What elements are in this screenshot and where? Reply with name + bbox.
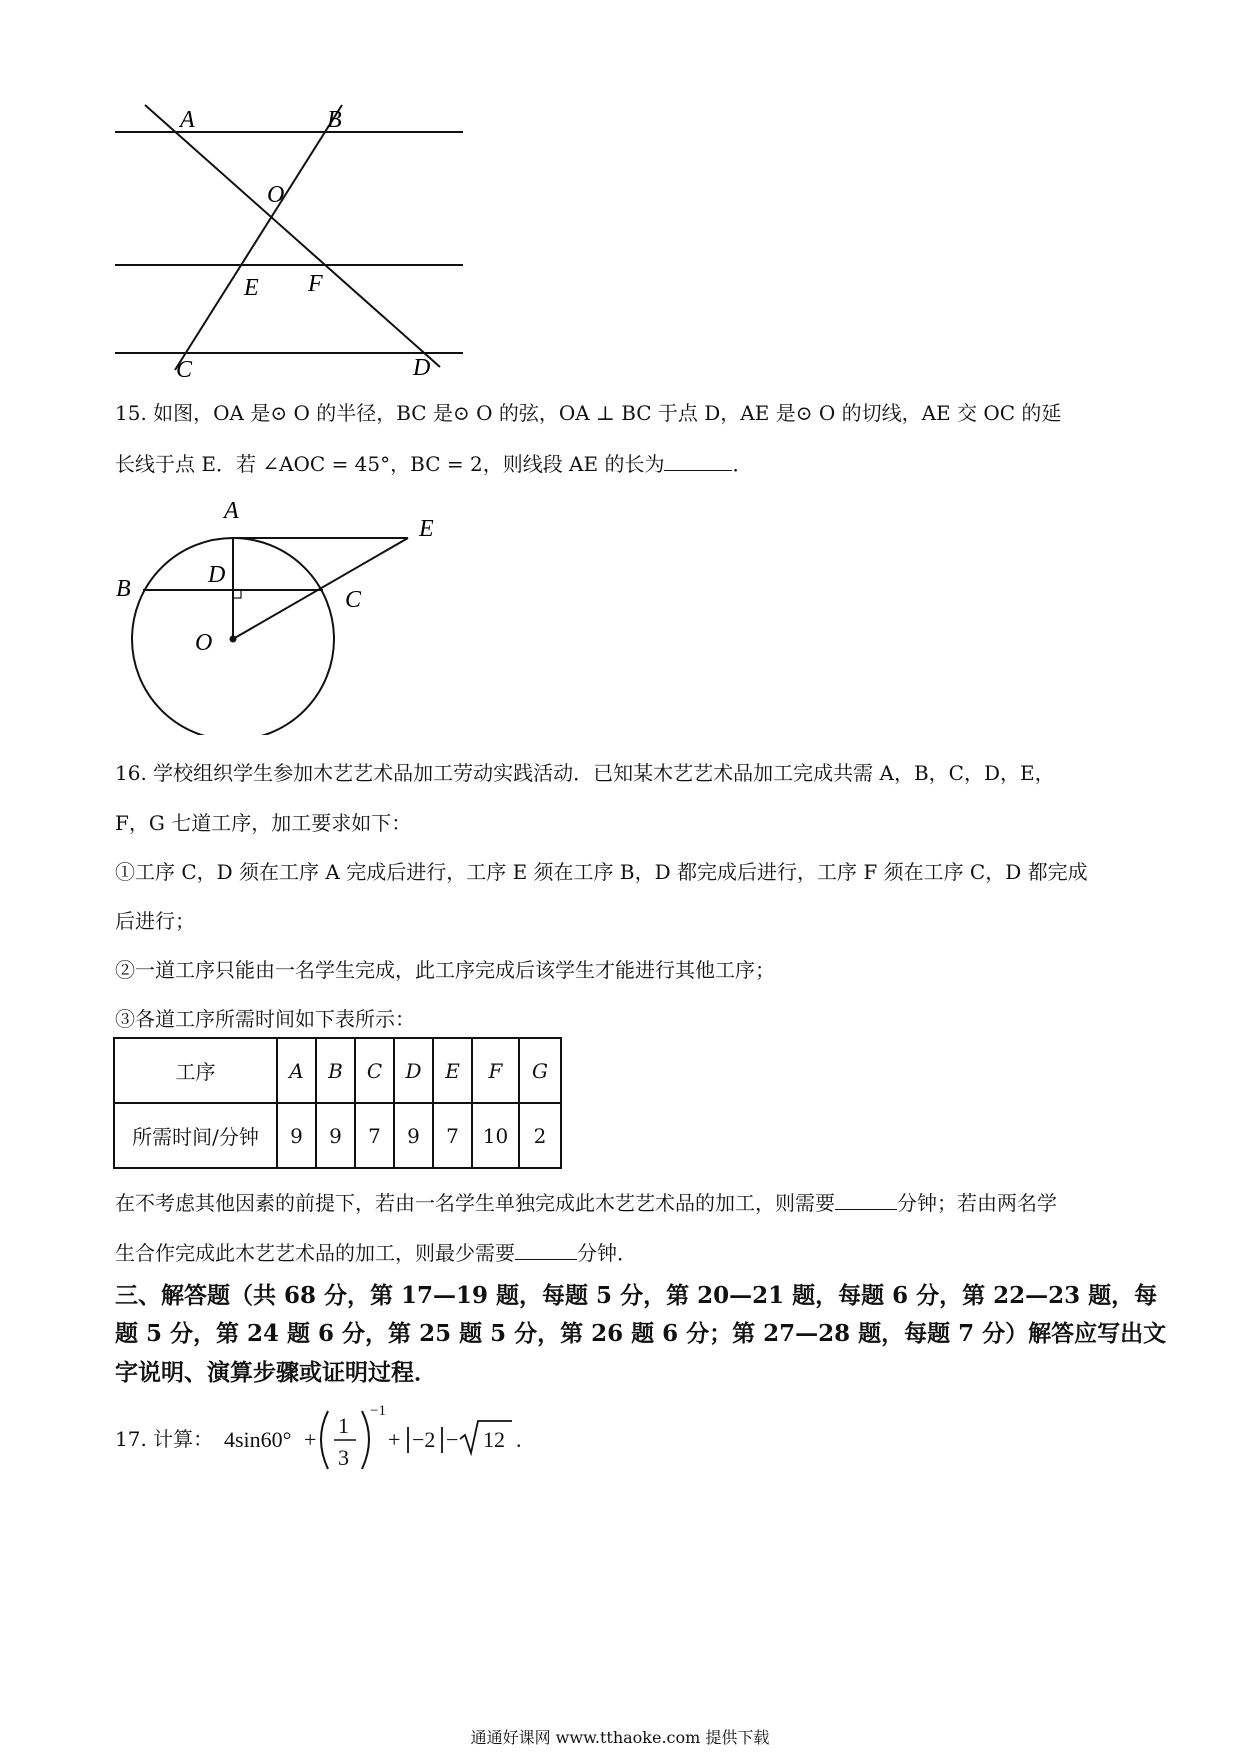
table-cell: F — [472, 1038, 519, 1103]
label-E: E — [419, 516, 434, 542]
q16-after-line2: 生合作完成此木艺艺术品的加工，则最少需要 分钟． — [115, 1241, 637, 1265]
label-F: F — [308, 271, 323, 297]
table-header-cell: 所需时间/分钟 — [114, 1103, 277, 1168]
answer-blank — [664, 452, 732, 471]
label-B: B — [327, 107, 342, 133]
svg-text:+: + — [304, 1427, 317, 1452]
answer-blank — [515, 1241, 577, 1260]
table-cell: 7 — [355, 1103, 394, 1168]
label-A: A — [180, 107, 195, 133]
table-cell: A — [277, 1038, 316, 1103]
table-cell: D — [394, 1038, 433, 1103]
table-header-cell: 工序 — [114, 1038, 277, 1103]
page-footer: 通通好课网 www.tthaoke.com 提供下载 — [470, 1728, 770, 1747]
process-time-table — [113, 1037, 562, 1169]
fraction-numerator: 1 — [338, 1413, 349, 1438]
label-D: D — [208, 562, 226, 588]
table-cell: 7 — [433, 1103, 472, 1168]
table-cell: 9 — [316, 1103, 355, 1168]
abs-value: −2 — [412, 1427, 436, 1452]
q16-line5: ②一道工序只能由一名学生完成，此工序完成后该学生才能进行其他工序； — [115, 958, 775, 982]
svg-text:−: − — [446, 1427, 459, 1452]
table-cell: 9 — [394, 1103, 433, 1168]
table-cell: 10 — [472, 1103, 519, 1168]
section3-line1: 三、解答题（共 68 分，第 17—19 题，每题 5 分，第 20—21 题，每题 6 分，第 22—23 题，每 — [115, 1282, 1158, 1309]
label-D: D — [413, 355, 431, 381]
label-O: O — [267, 182, 285, 208]
svg-text:+: + — [388, 1427, 401, 1452]
label-C: C — [176, 357, 193, 383]
table-cell: G — [519, 1038, 561, 1103]
q16-line6: ③各道工序所需时间如下表所示： — [115, 1007, 415, 1031]
label-E: E — [244, 275, 259, 301]
table-row — [114, 1038, 561, 1103]
q15-line1: 15. 如图，OA 是⊙ O 的半径，BC 是⊙ O 的弦，OA ⊥ BC 于点 D，AE 是⊙ O 的切线，AE 交 OC 的延 — [115, 401, 1062, 425]
section3-line2: 题 5 分，第 24 题 6 分，第 25 题 5 分，第 26 题 6 分；第 27—28 题，每题 7 分）解答应写出文 — [115, 1320, 1167, 1347]
table-row — [114, 1103, 561, 1168]
formula-term-sin: 4sin60° — [224, 1427, 292, 1452]
table-cell: 2 — [519, 1103, 561, 1168]
label-B: B — [116, 576, 131, 602]
table-cell: 9 — [277, 1103, 316, 1168]
table-cell: C — [355, 1038, 394, 1103]
exponent: −1 — [370, 1403, 386, 1419]
svg-text:.: . — [516, 1427, 522, 1452]
q16-line3: ①工序 C，D 须在工序 A 完成后进行，工序 E 须在工序 B，D 都完成后进行，工序 F 须在工序 C，D 都完成 — [115, 860, 1088, 884]
q17-prefix: 17. 计算： — [115, 1427, 214, 1451]
q17-formula — [220, 1395, 540, 1485]
q16-after-line1: 在不考虑其他因素的前提下，若由一名学生单独完成此木艺艺术品的加工，则需要 分钟；若由两名学 — [115, 1191, 1057, 1215]
q15-line2: 长线于点 E．若 ∠AOC = 45°，BC = 2，则线段 AE 的长为 ． — [115, 452, 753, 476]
q16-line2: F，G 七道工序，加工要求如下： — [115, 811, 412, 835]
section3-line3: 字说明、演算步骤或证明过程． — [115, 1359, 437, 1386]
table-cell: B — [316, 1038, 355, 1103]
figure-circle-tangent — [100, 490, 480, 735]
figure-parallel-lines — [100, 95, 480, 385]
label-C: C — [345, 587, 362, 613]
radicand: 12 — [483, 1427, 505, 1452]
table-cell: E — [433, 1038, 472, 1103]
label-A: A — [224, 498, 239, 524]
q16-line1: 16. 学校组织学生参加木艺艺术品加工劳动实践活动．已知某木艺艺术品加工完成共需 A，B，C，D，E， — [115, 761, 1055, 785]
q16-line4: 后进行； — [115, 909, 195, 933]
label-O: O — [195, 630, 213, 656]
fraction-denominator: 3 — [338, 1445, 349, 1470]
answer-blank — [835, 1191, 897, 1210]
